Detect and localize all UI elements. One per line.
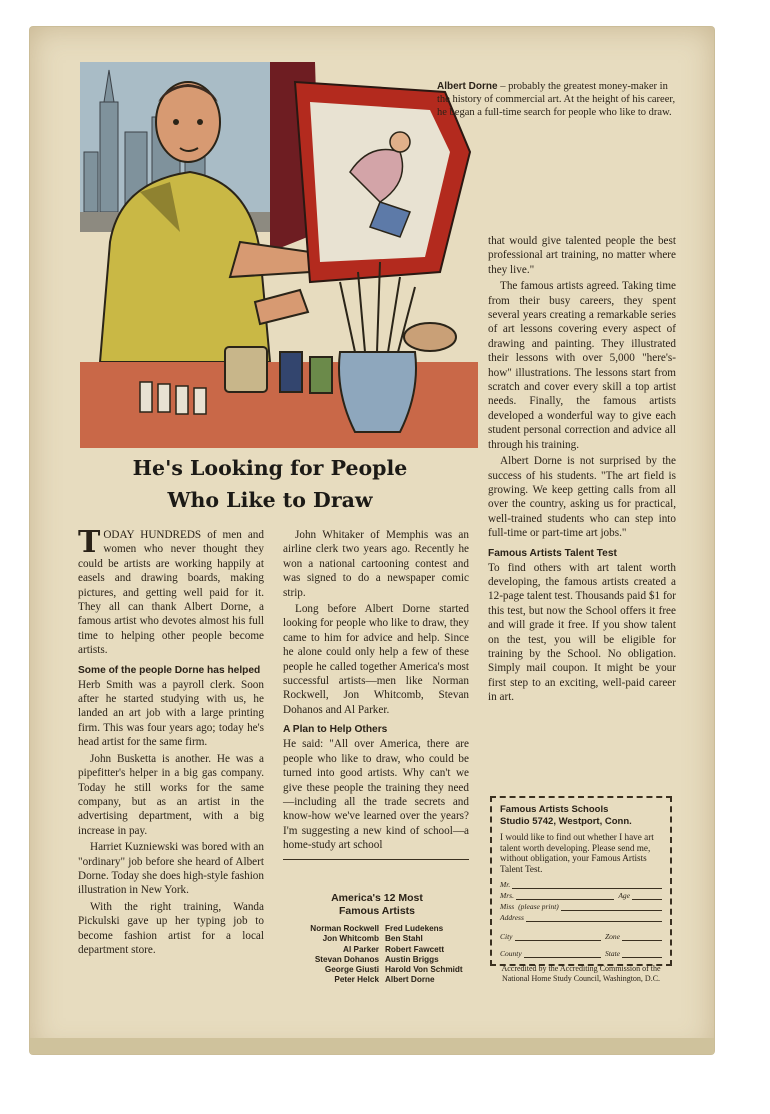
paragraph: John Busketta is another. He was a pipefitter's helper in a big gas company. Today he still works for the same company, but as an artist in the advertising department, with a big increase in pay. xyxy=(78,752,264,837)
paragraph: With the right training, Wanda Pickulski gave up her typing job to become fashion artist for a local department store. xyxy=(78,900,264,956)
caption-name: Albert Dorne xyxy=(437,81,498,92)
label-city: City xyxy=(500,932,513,941)
famous-title-line-1: America's 12 Most xyxy=(331,892,423,904)
label-age: Age xyxy=(618,891,630,900)
artist-name: Harold Von Schmidt xyxy=(385,965,463,975)
coupon-school-name: Famous Artists Schools xyxy=(500,804,609,815)
field-line[interactable] xyxy=(512,880,662,889)
field-city-zone[interactable] xyxy=(500,932,662,941)
lead-smallcaps: ODAY HUNDREDS xyxy=(103,529,202,541)
paragraph: that would give talented people the best professional art training, no matter where they live." xyxy=(488,235,676,276)
artist-name: Norman Rockwell xyxy=(310,924,379,933)
field-mrs[interactable] xyxy=(500,891,662,900)
mail-coupon[interactable] xyxy=(490,796,672,983)
field-line[interactable] xyxy=(622,932,662,941)
coupon-body: I would like to find out whether I have art talent worth developing. Please send me, without obligation, your Famous Artists Talent Test. xyxy=(500,832,654,874)
field-miss[interactable] xyxy=(500,902,662,911)
divider xyxy=(283,859,469,860)
article-column-3 xyxy=(488,234,676,707)
field-line[interactable] xyxy=(515,932,602,941)
artist-row xyxy=(283,965,471,975)
accreditation-note: Accredited by the Accrediting Commission of the National Home Study Council, Washington, D.C. xyxy=(501,964,661,983)
article-column-2 xyxy=(283,528,469,868)
coupon-studio-address: Studio 5742, Westport, Conn. xyxy=(500,816,632,827)
paragraph: To find others with art talent worth developing, the famous artists created a 12-page talent test. Thousands paid $1 for this test, but now the School offers it free and will grade it free. If you show talent on the test, you will be eligible for training by the School. No obligation. Simply mail coupon. It might be your first step to an exciting, well-paid career in art. xyxy=(488,561,676,704)
field-county-state[interactable] xyxy=(500,949,662,958)
label-please-print: (please print) xyxy=(518,902,559,911)
albert-dorne-illustration xyxy=(80,62,478,448)
field-line[interactable] xyxy=(516,891,614,900)
paragraph: He said: "All over America, there are people who like to draw, who could be turned into good artists. Why can't we give these people the training they need—including all the trade secrets and know-how we've learned over the years? I'm suggesting a new kind of school—a home-study art school xyxy=(283,738,469,852)
artist-name: Ben Stahl xyxy=(385,934,423,944)
label-zone: Zone xyxy=(605,932,620,941)
artist-row xyxy=(283,975,471,985)
paragraph: Long before Albert Dorne started looking for people who like to draw, they came to him for advice and help. Since he alone could only help a few of these people he called together America's most successful artists—men like Norman Rockwell, Jon Whitcomb, Stevan Dohanos and Al Parker. xyxy=(283,603,469,716)
paragraph xyxy=(78,525,264,658)
field-line[interactable] xyxy=(524,949,601,958)
paragraph: Albert Dorne is not surprised by the success of his students. "The art field is growing. We keep getting calls from all over the country, asking us for practical, well-trained students who can step into full-time or part-time art jobs." xyxy=(488,455,676,540)
field-line[interactable] xyxy=(622,949,662,958)
famous-artists-list xyxy=(283,892,471,986)
artist-names xyxy=(283,924,471,986)
paragraph: Harriet Kuzniewski was bored with an "ordinary" job before she heard of Albert Dorne. Today she does high-style fashion illustration in New York. xyxy=(78,841,264,897)
field-mr[interactable] xyxy=(500,880,662,889)
paragraph-text: of men and women who never thought they could be artists are working happily at easels and drawing boards, making pictures, and getting well paid for it. They all can thank Albert Dorne, a famous artist who devotes almost his full time to helping other people become artists. xyxy=(78,529,264,657)
paragraph: Herb Smith was a payroll clerk. Soon after he started studying with us, he landed an art job with a large printing firm. This was four years ago; today he's head artist for the same firm. xyxy=(78,678,264,749)
artist-name: Robert Fawcett xyxy=(385,944,445,954)
label-state: State xyxy=(605,949,620,958)
subhead-plan: A Plan to Help Others xyxy=(283,724,388,736)
field-line[interactable] xyxy=(526,913,662,922)
subhead-people-helped: Some of the people Dorne has helped xyxy=(78,664,261,676)
drop-cap: T xyxy=(78,525,101,560)
subhead-talent-test: Famous Artists Talent Test xyxy=(488,547,617,559)
label-mr: Mr. xyxy=(500,880,511,889)
artist-name: Fred Ludekens xyxy=(385,924,444,933)
headline-line-2: Who Like to Draw xyxy=(167,488,373,512)
label-county: County xyxy=(500,949,522,958)
caption-text: – probably the greatest money-maker in the history of commercial art. At the height of his career, he began a full-time search for people who like to draw. xyxy=(437,81,676,118)
label-mrs: Mrs. xyxy=(500,891,514,900)
famous-artists-title xyxy=(283,892,471,918)
paragraph: The famous artists agreed. Taking time from their busy careers, they spent several years creating a remarkable series of art lessons covering every aspect of drawing and painting. They illustrated their lessons with over 5,000 "here's-how" illustrations. The lessons start from scratch and cover every skill a top artist needs. Finally, the famous artists developed a wonderful way to give each student personal correction and advice all through his training. xyxy=(488,280,676,451)
artist-name: Albert Dorne xyxy=(385,975,435,985)
headline xyxy=(80,452,460,516)
field-address[interactable] xyxy=(500,913,662,922)
label-miss: Miss xyxy=(500,902,515,911)
artist-row xyxy=(283,924,471,934)
artist-name: Peter Helck xyxy=(334,975,379,985)
artist-name: Stevan Dohanos xyxy=(314,954,379,964)
artist-row xyxy=(283,945,471,955)
field-line[interactable] xyxy=(632,891,662,900)
illustration-caption xyxy=(437,80,682,119)
field-line[interactable] xyxy=(561,902,662,911)
label-address: Address xyxy=(500,913,524,922)
article-column-1 xyxy=(78,525,264,959)
artist-name: Austin Briggs xyxy=(385,954,439,964)
famous-title-line-2: Famous Artists xyxy=(338,905,416,917)
artist-row xyxy=(283,934,471,944)
paragraph: John Whitaker of Memphis was an airline clerk two years ago. Recently he won a national cartooning contest and was signed to do a newspaper comic strip. xyxy=(283,529,469,599)
artist-name: Al Parker xyxy=(343,944,379,954)
artist-name: George Giusti xyxy=(324,965,379,975)
artist-name: Jon Whitcomb xyxy=(322,934,379,944)
artist-row xyxy=(283,955,471,965)
headline-line-1: He's Looking for People xyxy=(132,456,408,480)
